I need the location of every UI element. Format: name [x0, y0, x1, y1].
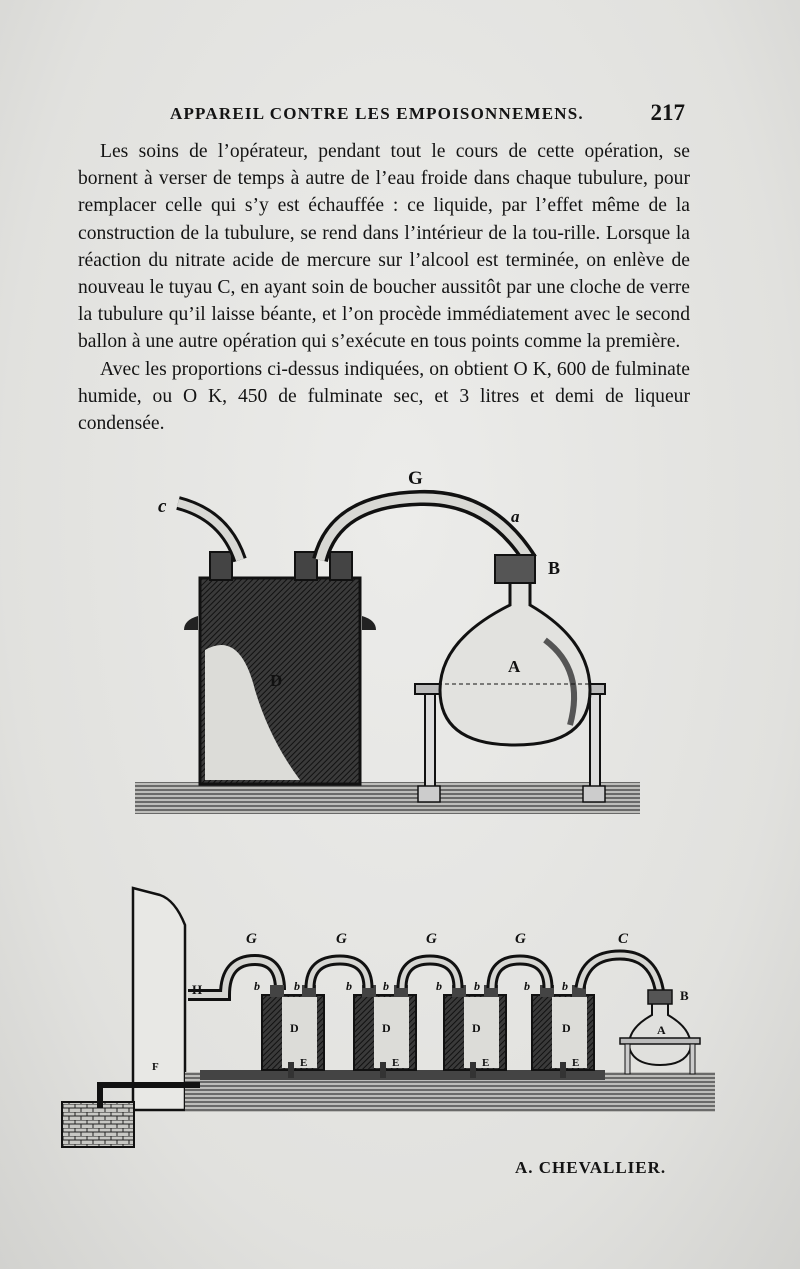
- tubulure-1: [210, 552, 232, 580]
- label-g-top: G: [408, 468, 423, 489]
- tank-handle-right: [362, 616, 376, 630]
- label-h: H: [192, 982, 203, 997]
- label-b-4: b: [383, 979, 389, 993]
- water-surface-top: [135, 782, 640, 814]
- furnace-wall: [133, 888, 185, 1110]
- label-e-4: E: [572, 1057, 580, 1069]
- flask-neck-b: [495, 555, 535, 583]
- figure-multi-vessel-apparatus: [62, 888, 715, 1147]
- label-b-bottom: B: [680, 988, 689, 1003]
- label-c-bottom: C: [618, 931, 629, 947]
- label-d-1: D: [290, 1021, 299, 1035]
- label-g1: G: [246, 931, 257, 947]
- figure-single-flask-apparatus: [135, 468, 640, 814]
- label-f: F: [152, 1061, 159, 1073]
- label-e-2: E: [392, 1057, 400, 1069]
- author-signature: A. CHEVALLIER.: [515, 1158, 667, 1177]
- flask-stand-leg-left: [425, 694, 435, 789]
- label-d-4: D: [562, 1021, 571, 1035]
- tank-handle-left: [184, 616, 198, 630]
- running-title: APPAREIL CONTRE LES EMPOISONNEMENS.: [170, 104, 584, 123]
- paragraph-operator-care: Les soins de l’opérateur, pendant tout le cours de cette opération, se bornent à verser de temps à autre de l’eau froide dans chaque tubulure, pour remplacer celle qui s’y est échauffée : ce liquide, par l’effet même de la construction de la tubulure, se rend dans l’intérieur de la tou-rille. Lorsque la réaction du nitrate acide de mercure sur l’alcool est terminée, on enlève de nouveau le tuyau C, en ayant soin de boucher aussitôt par une cloche de verre la tubulure qu’il laisse béante, et l’on procède immédiatement avec le second ballon à une autre opération qui s’exécute en tous points comme la première.: [78, 141, 690, 353]
- label-g2: G: [336, 931, 347, 947]
- label-b-3: b: [346, 979, 352, 993]
- brick-basin: [62, 1102, 134, 1147]
- label-c-top: c: [158, 496, 167, 517]
- label-b-6: b: [474, 979, 480, 993]
- label-e-3: E: [482, 1057, 490, 1069]
- label-g3: G: [426, 931, 437, 947]
- label-b-2: b: [294, 979, 300, 993]
- label-d-top: D: [270, 671, 283, 690]
- label-b-top: B: [548, 558, 561, 578]
- label-b-8: b: [562, 979, 568, 993]
- tubulure-3: [330, 552, 352, 580]
- label-b-5: b: [436, 979, 442, 993]
- label-b-7: b: [524, 979, 530, 993]
- label-a-lower-top: a: [511, 507, 520, 526]
- label-b-1: b: [254, 979, 260, 993]
- page-number: 217: [650, 100, 685, 125]
- label-d-2: D: [382, 1021, 391, 1035]
- label-a-top: A: [508, 657, 521, 676]
- flask-stand-leg-right: [590, 694, 600, 789]
- label-g4: G: [515, 931, 526, 947]
- label-a-bottom: A: [657, 1023, 666, 1037]
- paragraph-yield: Avec les proportions ci-dessus indiquées, on obtient O K, 600 de fulminate humide, ou O K, 450 de fulminate sec, et 3 litres et demi de liqueur condensée.: [78, 358, 690, 435]
- label-e-1: E: [300, 1057, 308, 1069]
- label-d-3: D: [472, 1021, 481, 1035]
